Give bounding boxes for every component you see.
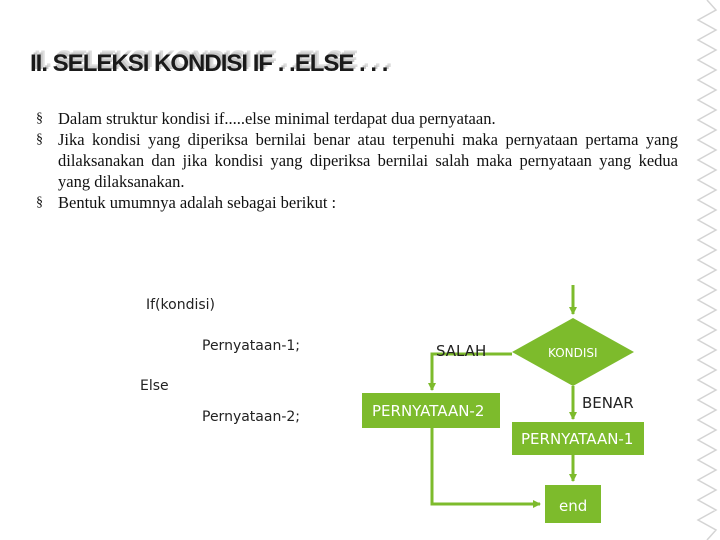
condition-label: KONDISI xyxy=(548,346,598,360)
bullet-text: Dalam struktur kondisi if.....else minimal terdapat dua pernyataan. xyxy=(58,109,496,128)
bullet-icon: § xyxy=(36,132,43,147)
code-if-line: If(kondisi) xyxy=(146,297,215,313)
bullet-text: Bentuk umumnya adalah sebagai berikut : xyxy=(58,193,337,212)
statement-2-label: PERNYATAAN-2 xyxy=(372,402,485,420)
page-title: II. SELEKSI KONDISI IF . .ELSE . . . xyxy=(30,50,388,77)
code-statement-2-line: Pernyataan-2; xyxy=(202,409,300,425)
statement-1-label: PERNYATAAN-1 xyxy=(521,430,634,448)
bullet-text: Jika kondisi yang diperiksa bernilai benar atau terpenuhi maka pernyataan pertama yang dilaksanakan dan jika kondisi yang diperiksa bernilai salah maka pernyataan yang kedua yang dilaksanakan. xyxy=(58,130,678,191)
true-label: BENAR xyxy=(582,394,634,412)
bullet-icon: § xyxy=(36,111,43,126)
code-statement-1-line: Pernyataan-1; xyxy=(202,338,300,354)
code-else-line: Else xyxy=(140,378,169,394)
false-label: SALAH xyxy=(436,342,487,360)
bullet-icon: § xyxy=(36,195,43,210)
end-label: end xyxy=(559,497,588,515)
decorative-zigzag-strip xyxy=(694,0,720,540)
